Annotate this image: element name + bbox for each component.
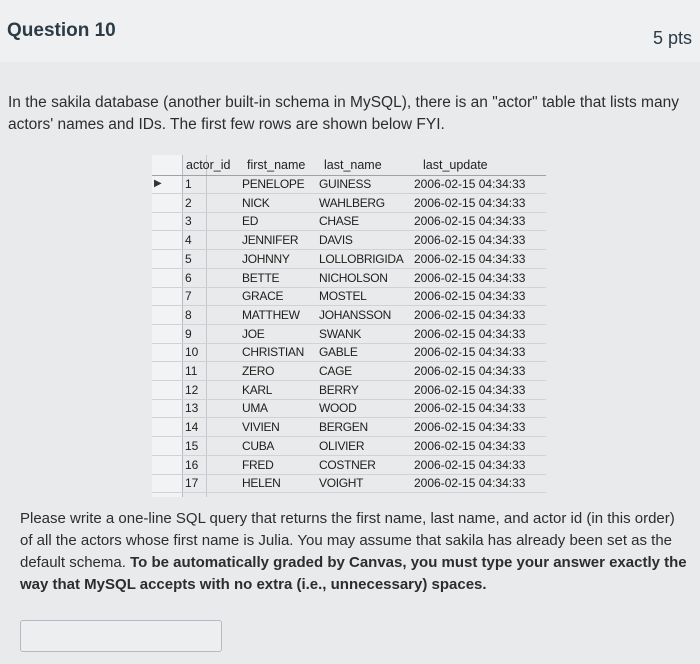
cell-actor-id: 8 [185,307,192,322]
cell-last-update: 2006-02-15 04:34:33 [414,307,526,322]
cell-last-update: 2006-02-15 04:34:33 [414,195,526,210]
cell-last-update: 2006-02-15 04:34:33 [414,289,526,304]
header-actor-id: actor_id [186,158,231,172]
header-first-name: first_name [247,158,306,172]
cell-actor-id: 4 [185,233,192,248]
cell-last-update: 2006-02-15 04:34:33 [414,233,526,248]
cell-actor-id: 15 [185,438,199,453]
cell-actor-id: 13 [185,401,199,416]
table-header [152,155,546,176]
cell-last-update: 2006-02-15 04:34:33 [414,214,526,229]
table-row [152,212,546,231]
cell-actor-id: 3 [185,214,192,229]
header-last-name: last_name [324,158,382,172]
cell-last-update: 2006-02-15 04:34:33 [414,438,526,453]
prompt-bold-text: To be automatically graded by Canvas, you must type your answer exactly the way that MySQL accepts with no extra (i.e., unnecessary) spaces. [20,554,687,593]
table-row [152,418,546,437]
cell-last-update: 2006-02-15 04:34:33 [414,476,526,491]
table-row [152,362,546,381]
prompt-text: Please write a one-line SQL query that returns the first name, last name, and actor id (in this order) of all the actors whose first name is Julia. You may assume that sakila has already been set as the default schema. [20,510,675,571]
table-row [152,399,546,418]
question-header [0,0,700,63]
cell-actor-id: 14 [185,420,199,435]
cell-actor-id: 2 [185,195,192,210]
table-row [152,343,546,362]
cell-last-name: LOLLOBRIGIDA [319,251,404,266]
cell-actor-id: 17 [185,476,199,491]
cell-first-name: JENNIFER [242,233,299,248]
cell-actor-id: 1 [185,177,192,191]
cell-last-update: 2006-02-15 04:34:33 [414,382,526,397]
cell-last-name: SWANK [319,326,362,341]
cell-first-name: BETTE [242,270,280,285]
table-row [152,474,546,493]
cell-actor-id: 12 [185,382,199,397]
cell-first-name: ED [242,214,259,229]
cell-first-name: ZERO [242,364,275,378]
cell-last-name: VOIGHT [319,476,364,491]
cell-last-name: OLIVIER [319,438,365,453]
cell-last-name: GABLE [319,345,358,360]
cell-actor-id: 5 [185,251,192,266]
cell-first-name: NICK [242,195,270,210]
table-row [152,306,546,325]
question-prompt [20,508,690,596]
cell-actor-id: 10 [185,345,199,360]
question-intro: In the sakila database (another built-in schema in MySQL), there is an "actor" table that lists many actors' names and IDs. The first few rows are shown below FYI. [8,94,679,133]
table-row [152,437,546,456]
table-row [152,231,546,250]
cell-last-update: 2006-02-15 04:34:33 [414,326,526,341]
cell-first-name: JOE [242,326,265,341]
cell-actor-id: 6 [185,270,192,285]
answer-input[interactable] [20,620,222,652]
cell-first-name: VIVIEN [242,420,280,435]
cell-actor-id: 7 [185,289,192,304]
cell-last-name: GUINESS [319,177,371,191]
cell-first-name: MATTHEW [242,307,300,322]
actor-table [152,155,546,497]
cell-first-name: GRACE [242,289,284,304]
cell-last-update: 2006-02-15 04:34:33 [414,270,526,285]
cell-actor-id: 11 [185,364,198,378]
table-row [152,194,546,213]
table-row [152,381,546,400]
table-row [152,325,546,344]
cell-last-update: 2006-02-15 04:34:33 [414,364,526,378]
cell-last-name: BERRY [319,382,359,397]
cell-first-name: FRED [242,457,274,472]
cell-last-name: MOSTEL [319,289,367,304]
header-last-update: last_update [423,158,488,172]
table-row [152,250,546,269]
table-row [152,287,546,306]
cell-last-name: WAHLBERG [319,195,385,210]
cell-first-name: KARL [242,382,273,397]
cell-first-name: HELEN [242,476,281,491]
cell-last-name: CHASE [319,214,359,229]
cell-last-update: 2006-02-15 04:34:33 [414,177,526,191]
cell-last-update: 2006-02-15 04:34:33 [414,457,526,472]
table-row [152,175,546,194]
table-row [152,456,546,475]
cell-last-update: 2006-02-15 04:34:33 [414,345,526,360]
cell-first-name: JOHNNY [242,251,290,266]
cell-actor-id: 16 [185,457,199,472]
cell-first-name: PENELOPE [242,177,305,191]
question-title: Question 10 [7,20,116,41]
cell-first-name: UMA [242,401,268,416]
cell-last-update: 2006-02-15 04:34:33 [414,251,526,266]
question-points: 5 pts [652,28,692,48]
cell-last-update: 2006-02-15 04:34:33 [414,420,526,435]
cell-last-name: COSTNER [319,457,376,472]
cell-last-name: NICHOLSON [319,270,388,285]
cell-last-name: CAGE [319,364,352,378]
cell-last-update: 2006-02-15 04:34:33 [414,401,526,416]
cell-first-name: CUBA [242,438,275,453]
cell-last-name: DAVIS [319,233,353,248]
cell-actor-id: 9 [185,326,192,341]
cell-first-name: CHRISTIAN [242,345,304,360]
cell-last-name: BERGEN [319,420,368,435]
current-row-arrow-icon: ▶ [154,178,162,189]
cell-last-name: WOOD [319,401,357,416]
table-row [152,269,546,288]
cell-last-name: JOHANSSON [319,307,391,322]
